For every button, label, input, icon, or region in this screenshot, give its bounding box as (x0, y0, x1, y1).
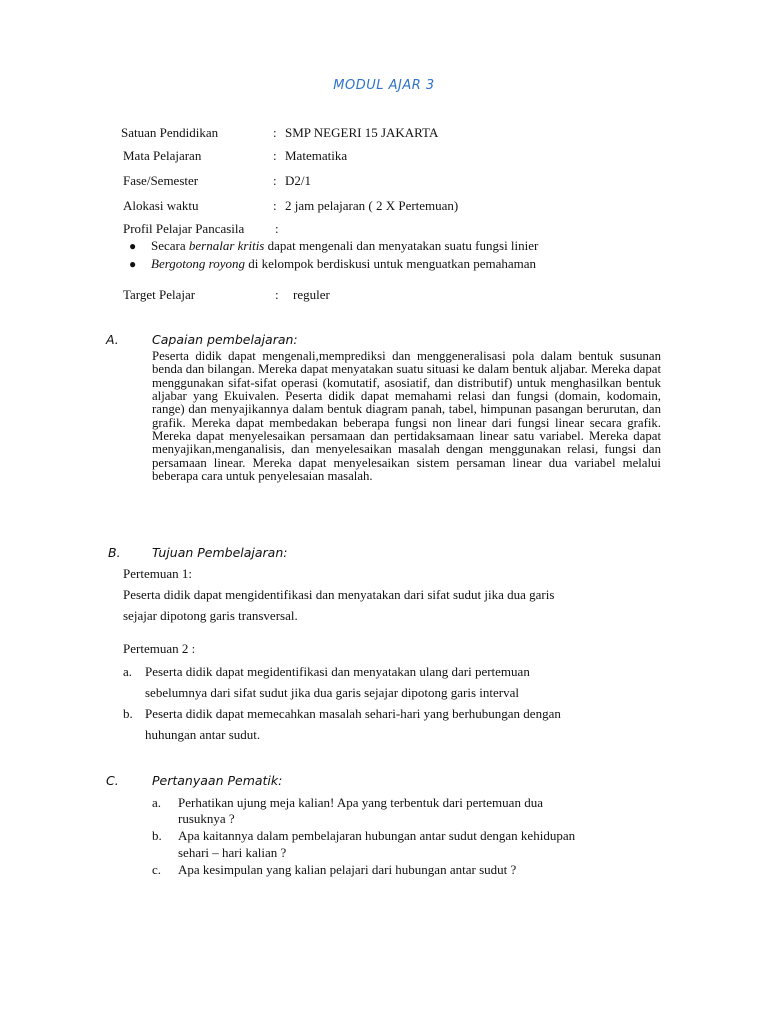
identity-value: 2 jam pelajaran ( 2 X Pertemuan) (285, 198, 459, 213)
item-marker: b. (123, 706, 133, 721)
item-marker: c. (152, 862, 162, 877)
identity-label: Alokasi waktu (123, 198, 199, 213)
target-value: reguler (293, 287, 330, 302)
item-text: Peserta didik dapat megidentifikasi dan menyatakan ulang dari pertemuan (145, 664, 530, 679)
section-title: Tujuan Pembelajaran: (152, 545, 288, 560)
meeting-2-label: Pertemuan 2 : (123, 641, 196, 656)
identity-colon: : (273, 148, 277, 163)
section-a-paragraph: Peserta didik dapat mengenali,memprediksi dan menggeneralisasi pola dalam bentuk susunan benda dan bilangan. Mereka dapat menyatakan suatu situasi ke dalam bentuk aljabar. Mereka dapat menggunakan sifat-sifat operasi (komutatif, asosiatif, dan distributif) untuk menghasilkan bentuk aljabar yang Ekuivalen. Peserta didik dapat memahami relasi dan fungsi (domain, kodomain, range) dan menyajikannya dalam bentuk diagram panah, tabel, himpunan pasangan berurutan, dan grafik. Mereka dapat membedakan beberapa fungsi non linear dari fungsi linear secara grafik. Mereka dapat menyelesaikan persamaan dan pertidaksamaan linear satu variabel. Mereka dapat menyajikan,menganalisis, dan menyelesaikan masalah dengan menggunakan relasi, fungsi dan persamaan linear. Mereka dapat menyelesaikan sistem persaman linear dua variabel melalui beberapa cara untuk penyelesaian masalah. (152, 349, 661, 484)
item-text: Peserta didik dapat memecahkan masalah sehari-hari yang berhubungan dengan (145, 706, 561, 721)
item-text: rusuknya ? (178, 811, 235, 826)
target-colon: : (275, 287, 279, 302)
identity-colon: : (273, 125, 277, 140)
bullet-icon: ● (129, 239, 137, 253)
profil-colon: : (275, 221, 279, 236)
identity-label: Fase/Semester (123, 173, 199, 188)
section-letter: A. (106, 332, 119, 347)
section-title: Capaian pembelajaran: (152, 332, 298, 347)
identity-value: D2/1 (285, 173, 311, 188)
bullet-text: Secara bernalar kritis dapat mengenali dan menyatakan suatu fungsi linier (151, 238, 539, 253)
item-text: huhungan antar sudut. (145, 727, 261, 742)
item-text: Apa kesimpulan yang kalian pelajari dari hubungan antar sudut ? (178, 862, 517, 877)
meeting-1-text: Peserta didik dapat mengidentifikasi dan menyatakan dari sifat sudut jika dua garis (123, 587, 555, 602)
identity-label: Satuan Pendidikan (121, 125, 219, 140)
item-marker: b. (152, 828, 162, 843)
identity-label: Mata Pelajaran (123, 148, 202, 163)
bullet-text: Bergotong royong di kelompok berdiskusi untuk menguatkan pemahaman (151, 256, 536, 271)
item-text: Perhatikan ujung meja kalian! Apa yang terbentuk dari pertemuan dua (178, 795, 543, 810)
identity-value: Matematika (285, 148, 348, 163)
item-text: sebelumnya dari sifat sudut jika dua garis sejajar dipotong garis interval (145, 685, 520, 700)
identity-value: SMP NEGERI 15 JAKARTA (285, 125, 439, 140)
section-title: Pertanyaan Pematik: (152, 773, 283, 788)
bullet-icon: ● (129, 257, 137, 271)
identity-colon: : (273, 173, 277, 188)
meeting-1-text: sejajar dipotong garis transversal. (123, 608, 298, 623)
item-marker: a. (123, 664, 133, 679)
item-marker: a. (152, 795, 162, 810)
section-letter: C. (106, 773, 119, 788)
target-label: Target Pelajar (123, 287, 196, 302)
item-text: Apa kaitannya dalam pembelajaran hubungan antar sudut dengan kehidupan (178, 828, 576, 843)
profil-label: Profil Pelajar Pancasila (123, 221, 245, 236)
item-text: sehari – hari kalian ? (178, 845, 287, 860)
identity-colon: : (273, 198, 277, 213)
meeting-1-label: Pertemuan 1: (123, 566, 192, 581)
section-letter: B. (108, 545, 121, 560)
page-title: MODUL AJAR 3 (333, 78, 435, 93)
